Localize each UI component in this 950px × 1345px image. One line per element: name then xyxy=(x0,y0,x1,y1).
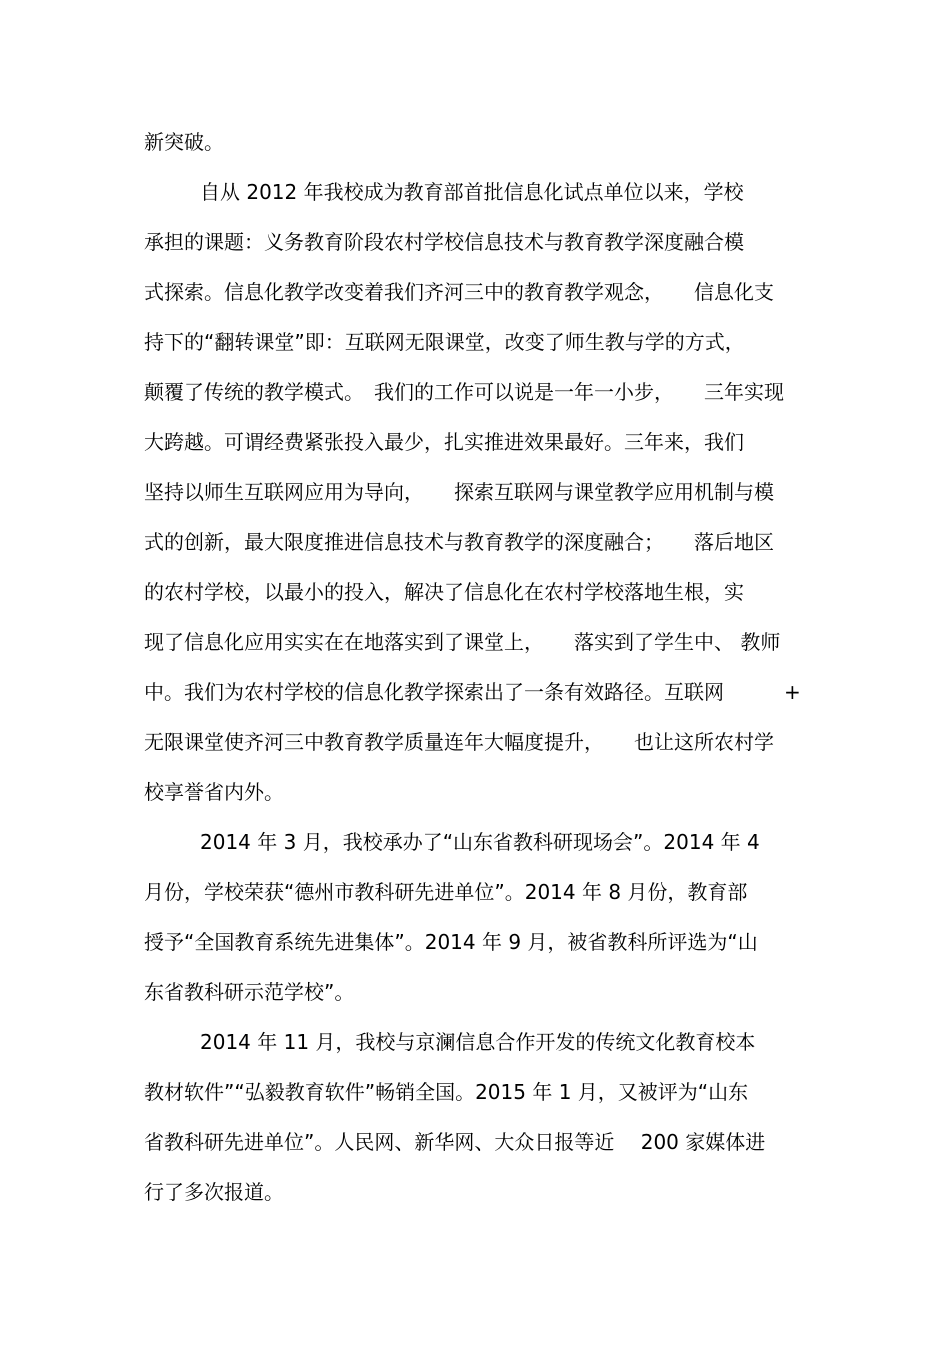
text-line: 持下的“翻转课堂”即：互联网无限课堂，改变了师生教与学的方式， xyxy=(144,330,745,354)
text-line: 中。我们为农村学校的信息化教学探索出了一条有效路径。互联网 + xyxy=(144,680,801,704)
text-line: 授予“全国教育系统先进集体”。2014 年 9 月，被省教科所评选为“山 xyxy=(144,930,758,954)
text-line: 省教科研先进单位”。人民网、新华网、大众日报等近 200 家媒体进 xyxy=(144,1130,766,1154)
text-line: 坚持以师生互联网应用为导向， 探索互联网与课堂教学应用机制与模 xyxy=(144,480,774,504)
text-line: 新突破。 xyxy=(144,130,224,154)
text-line: 行了多次报道。 xyxy=(144,1180,284,1204)
text-line: 的农村学校，以最小的投入，解决了信息化在农村学校落地生根，实 xyxy=(144,580,744,604)
text-line: 教材软件”“弘毅教育软件”畅销全国。2015 年 1 月，又被评为“山东 xyxy=(144,1080,749,1104)
text-line: 校享誉省内外。 xyxy=(144,780,284,804)
text-line: 式的创新，最大限度推进信息技术与教育教学的深度融合； 落后地区 xyxy=(144,530,774,554)
paragraph-first-line: 2014 年 3 月，我校承办了“山东省教科研现场会”。2014 年 4 xyxy=(200,830,760,854)
paragraph-first-line: 自从 2012 年我校成为教育部首批信息化试点单位以来，学校 xyxy=(200,180,744,204)
text-line: 无限课堂使齐河三中教育教学质量连年大幅度提升， 也让这所农村学 xyxy=(144,730,774,754)
text-line: 式探索。信息化教学改变着我们齐河三中的教育教学观念， 信息化支 xyxy=(144,280,774,304)
text-line: 大跨越。可谓经费紧张投入最少，扎实推进效果最好。三年来，我们 xyxy=(144,430,744,454)
text-line: 承担的课题：义务教育阶段农村学校信息技术与教育教学深度融合模 xyxy=(144,230,744,254)
text-line: 颠覆了传统的教学模式。 我们的工作可以说是一年一小步， 三年实现 xyxy=(144,380,784,404)
text-line: 现了信息化应用实实在在地落实到了课堂上， 落实到了学生中、 教师 xyxy=(144,630,781,654)
text-line: 东省教科研示范学校”。 xyxy=(144,980,355,1004)
paragraph-first-line: 2014 年 11 月，我校与京澜信息合作开发的传统文化教育校本 xyxy=(200,1030,756,1054)
text-line: 月份，学校荣获“德州市教科研先进单位”。2014 年 8 月份，教育部 xyxy=(144,880,748,904)
